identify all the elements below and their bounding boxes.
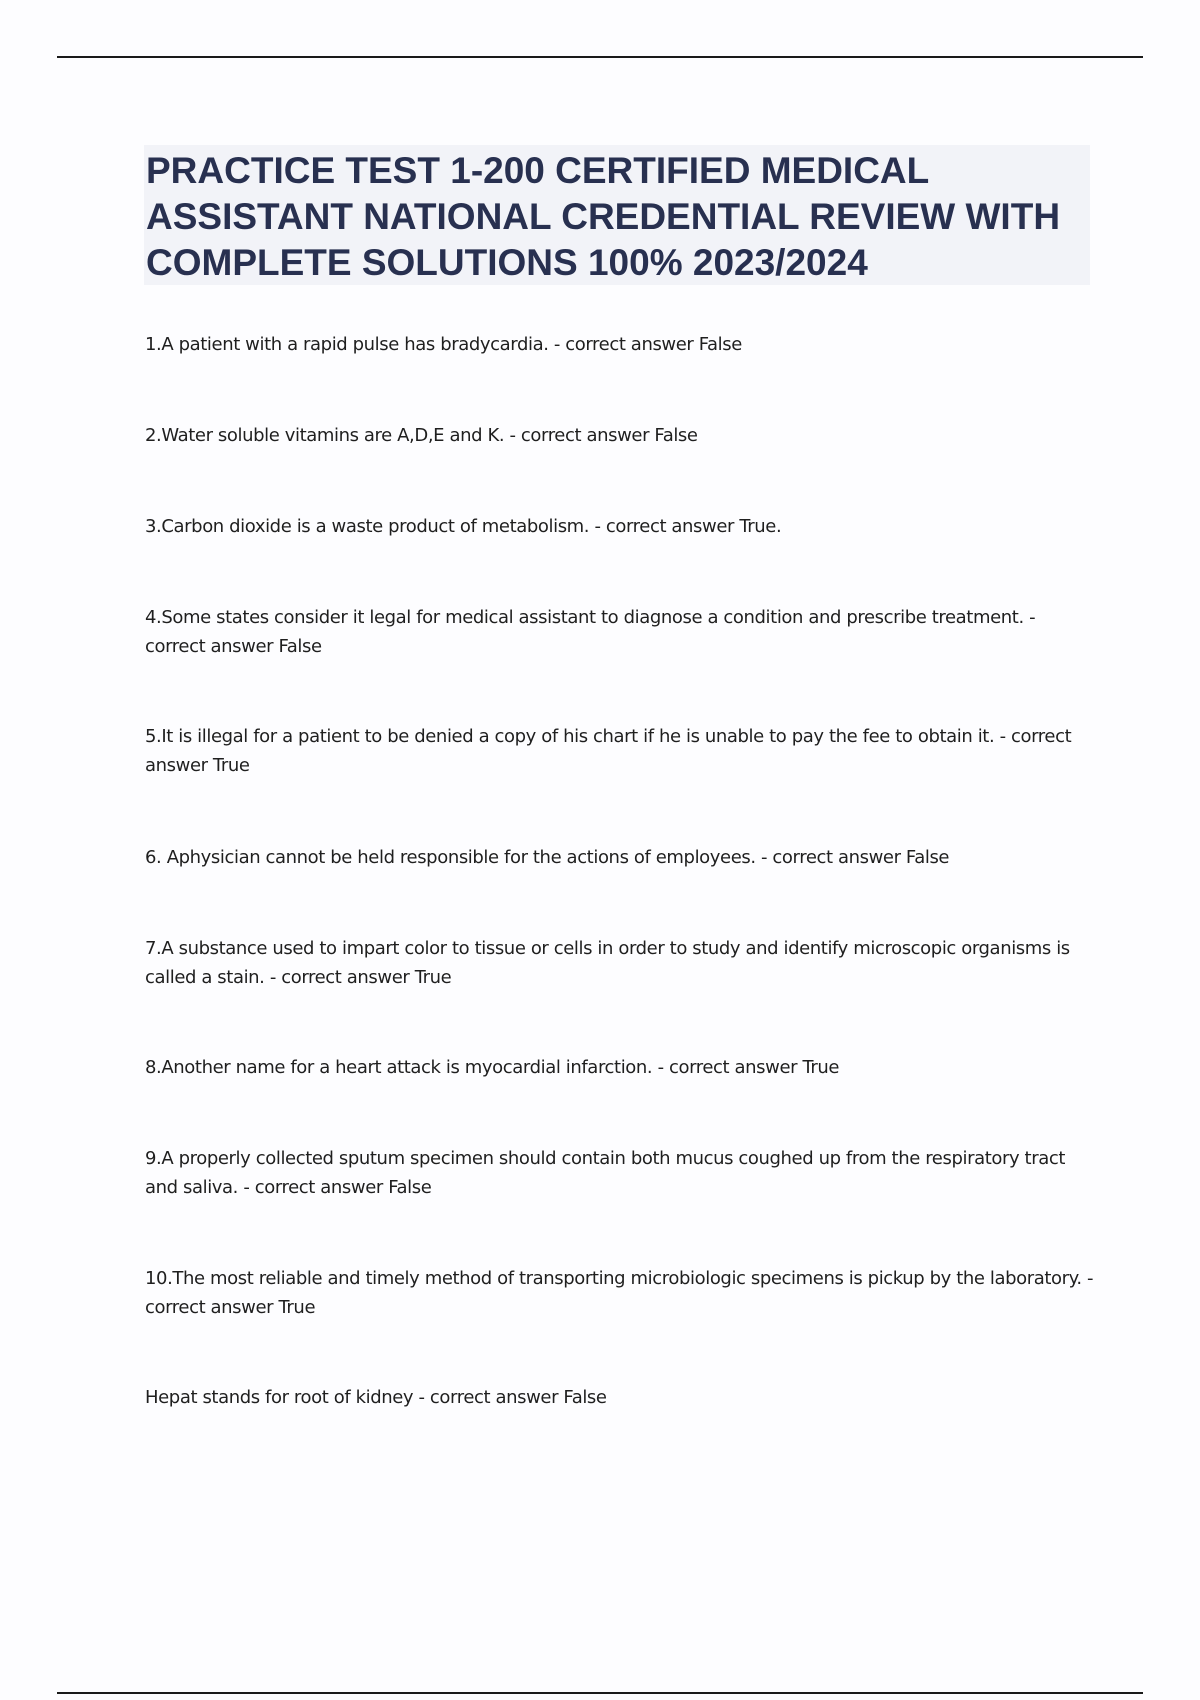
question-item: 5.It is illegal for a patient to be denied a copy of his chart if he is unable to pay the fee to obtain it. - correct answer True [145, 726, 1072, 776]
question-item: 2.Water soluble vitamins are A,D,E and K. - correct answer False [145, 425, 698, 446]
bottom-rule [57, 1692, 1143, 1694]
title-banner [144, 145, 1090, 285]
question-item: 6. Aphysician cannot be held responsible for the actions of employees. - correct answer False [145, 847, 950, 868]
question-item: 10.The most reliable and timely method of transporting microbiologic specimens is pickup by the laboratory. - correct answer True [145, 1268, 1094, 1318]
question-item: 3.Carbon dioxide is a waste product of metabolism. - correct answer True. [145, 516, 782, 537]
question-item: 8.Another name for a heart attack is myocardial infarction. - correct answer True [145, 1057, 840, 1078]
top-rule [57, 56, 1143, 58]
document-title: PRACTICE TEST 1-200 CERTIFIED MEDICAL ASSISTANT NATIONAL CREDENTIAL REVIEW WITH COMPLETE SOLUTIONS 100% 2023/2024 [146, 150, 1061, 283]
question-item: 1.A patient with a rapid pulse has bradycardia. - correct answer False [145, 334, 742, 355]
question-item: 4.Some states consider it legal for medical assistant to diagnose a condition and prescribe treatment. - correct answer False [145, 607, 1036, 657]
question-item: Hepat stands for root of kidney - correct answer False [145, 1387, 607, 1408]
question-item: 7.A substance used to impart color to tissue or cells in order to study and identify microscopic organisms is called a stain. - correct answer True [145, 938, 1070, 988]
question-item: 9.A properly collected sputum specimen should contain both mucus coughed up from the respiratory tract and saliva. - correct answer False [145, 1148, 1066, 1198]
